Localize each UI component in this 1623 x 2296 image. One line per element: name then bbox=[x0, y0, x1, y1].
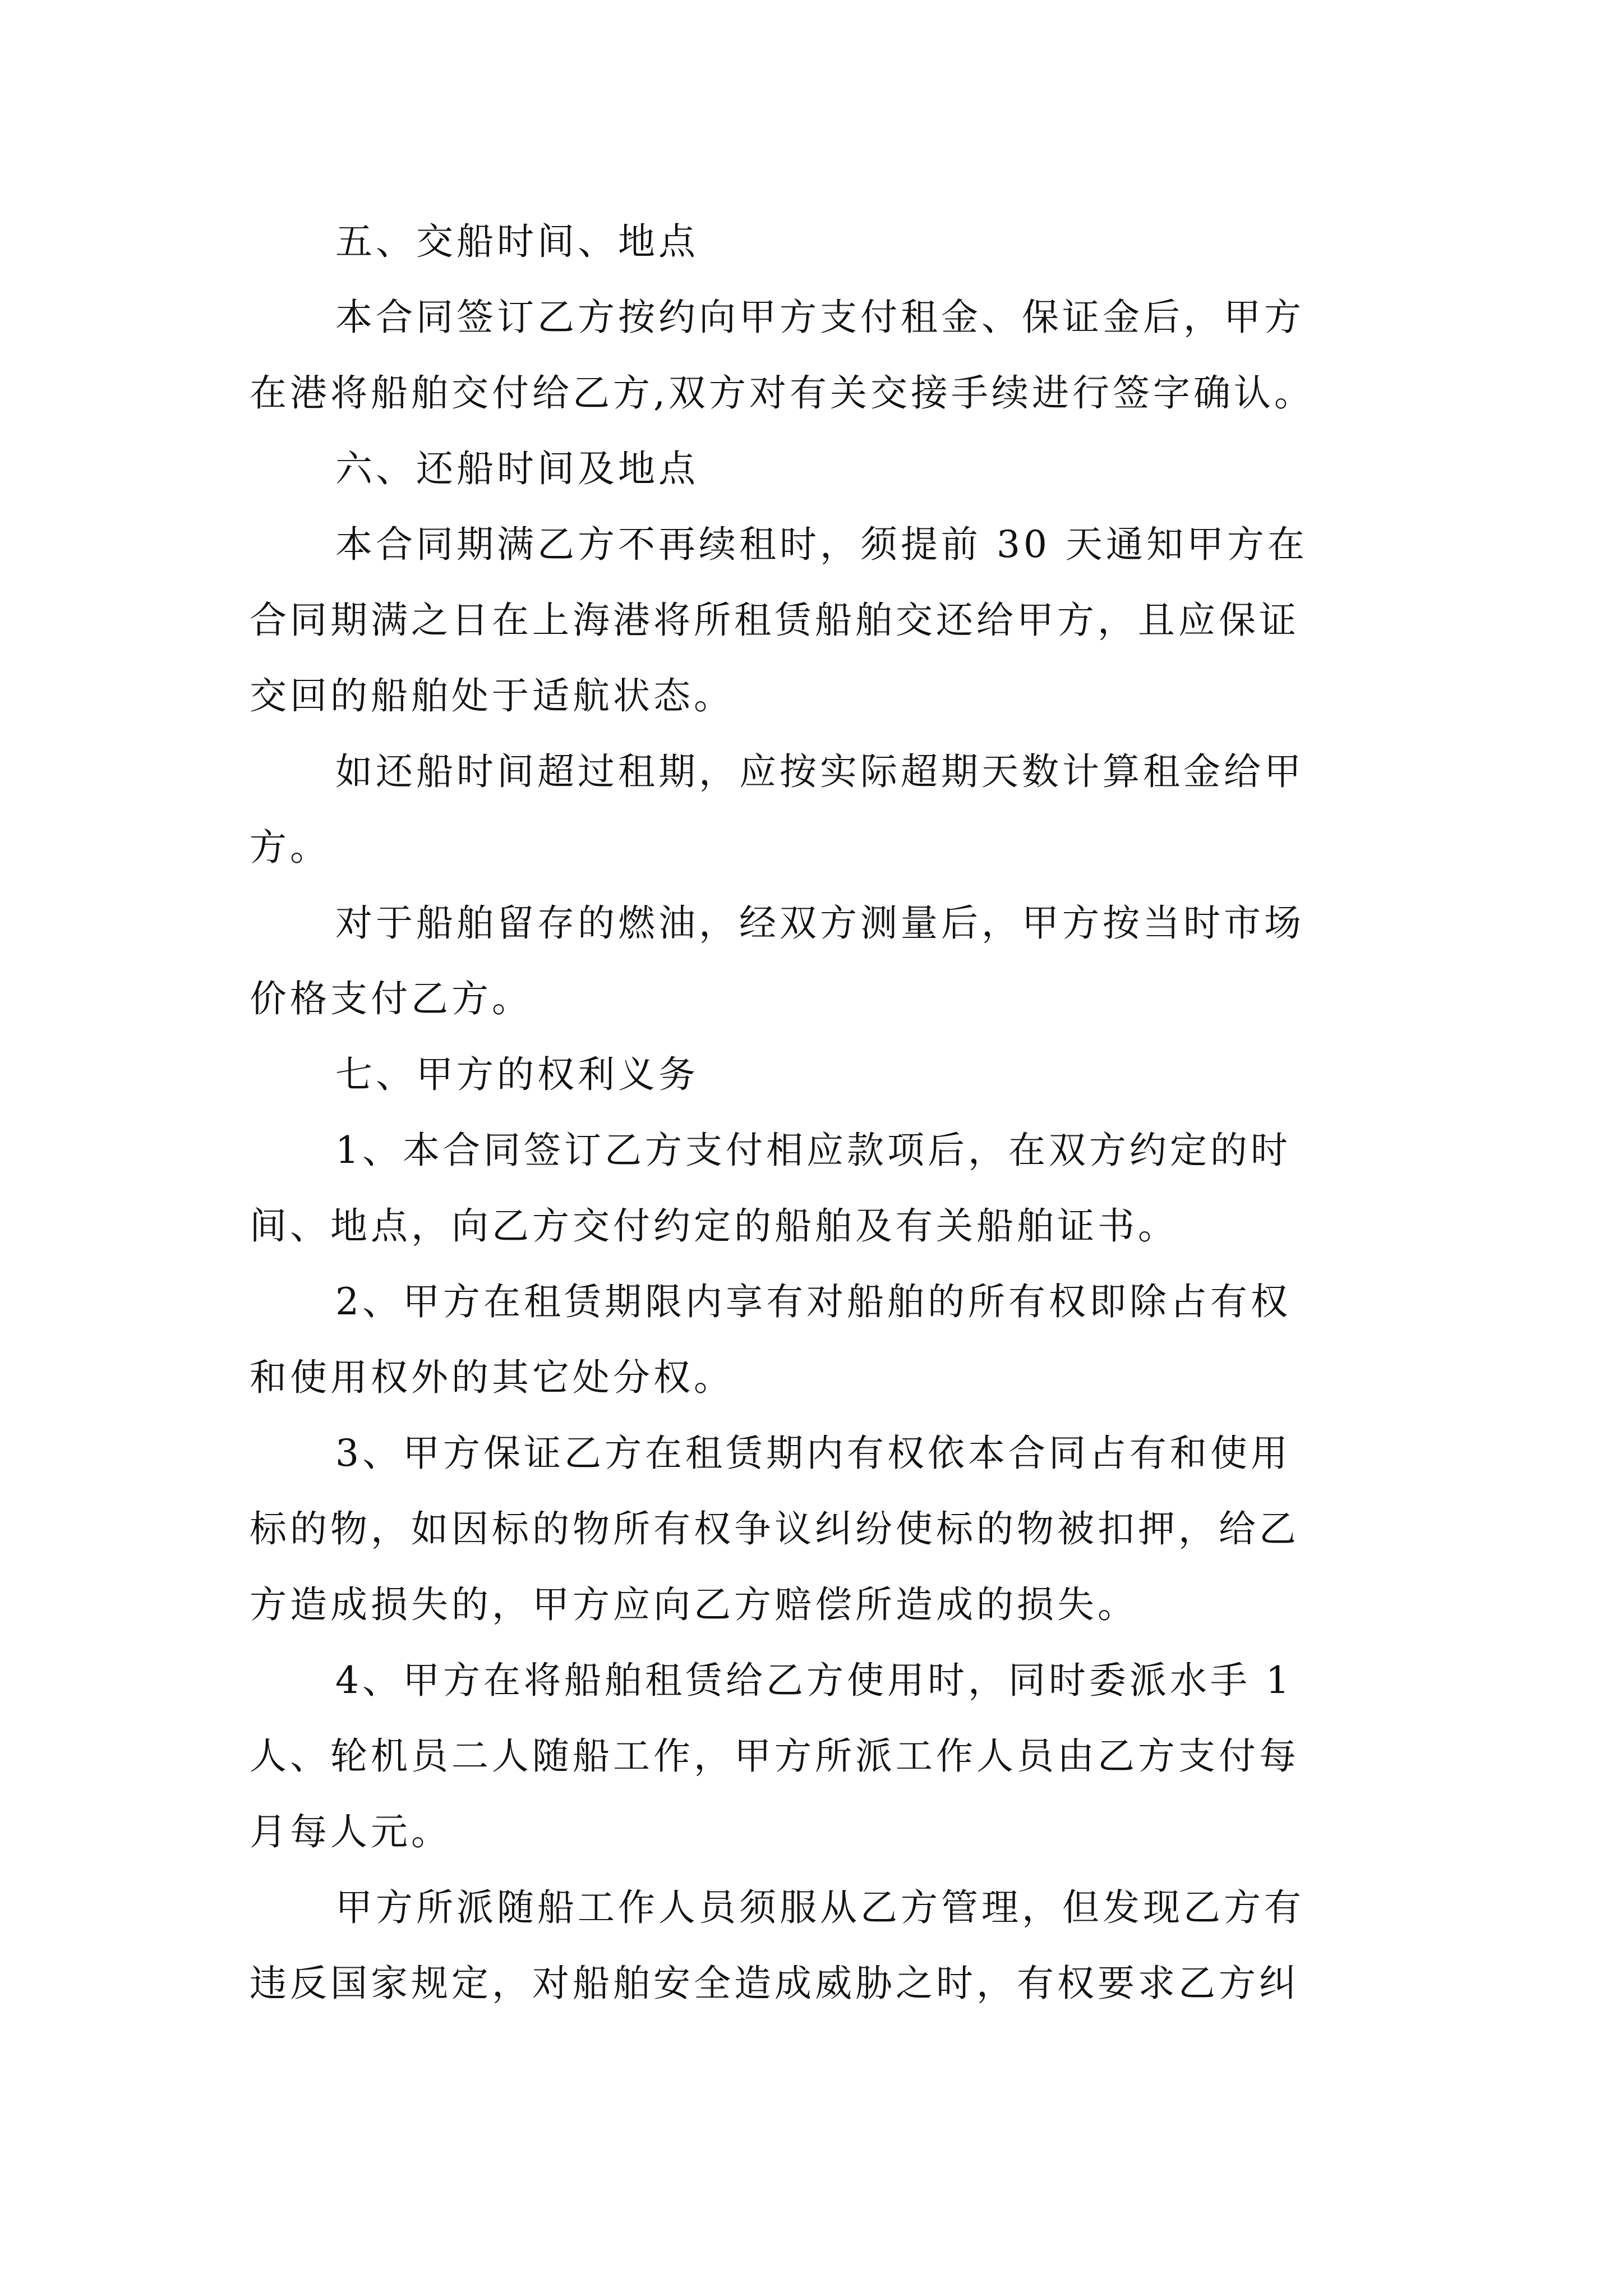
paragraph-line: 甲方所派随船工作人员须服从乙方管理，但发现乙方有 bbox=[335, 1886, 1304, 1929]
paragraph-line: 和使用权外的其它处分权。 bbox=[250, 1356, 734, 1399]
paragraph-line: 价格支付乙方。 bbox=[250, 977, 532, 1020]
paragraph-line: 月每人元。 bbox=[250, 1810, 451, 1853]
paragraph-line: 方造成损失的，甲方应向乙方赔偿所造成的损失。 bbox=[250, 1583, 1138, 1626]
paragraph-line: 2、甲方在租赁期限内享有对船舶的所有权即除占有权 bbox=[335, 1280, 1291, 1323]
paragraph-line: 本合同签订乙方按约向甲方支付租金、保证金后，甲方 bbox=[335, 296, 1304, 339]
paragraph-line: 在港将船舶交付给乙方,双方对有关交接手续进行签字确认。 bbox=[250, 371, 1315, 415]
paragraph-line: 合同期满之日在上海港将所租赁船舶交还给甲方，且应保证 bbox=[250, 599, 1299, 642]
paragraph-line: 对于船舶留存的燃油，经双方测量后，甲方按当时市场 bbox=[335, 901, 1304, 945]
section-heading-6: 六、还船时间及地点 bbox=[335, 447, 699, 490]
paragraph-line: 交回的船舶处于适航状态。 bbox=[250, 674, 734, 717]
paragraph-line: 4、甲方在将船舶租赁给乙方使用时，同时委派水手 1 bbox=[335, 1659, 1293, 1702]
paragraph-line: 方。 bbox=[250, 826, 330, 869]
paragraph-line: 标的物，如因标的物所有权争议纠纷使标的物被扣押，给乙 bbox=[250, 1507, 1299, 1550]
paragraph-line: 违反国家规定，对船舶安全造成威胁之时，有权要求乙方纠 bbox=[250, 1962, 1299, 2005]
paragraph-line: 人、轮机员二人随船工作，甲方所派工作人员由乙方支付每 bbox=[250, 1734, 1299, 1778]
section-heading-5: 五、交船时间、地点 bbox=[335, 220, 699, 263]
section-heading-7: 七、甲方的权利义务 bbox=[335, 1053, 699, 1096]
paragraph-line: 间、地点，向乙方交付约定的船舶及有关船舶证书。 bbox=[250, 1204, 1178, 1248]
paragraph-line: 如还船时间超过租期，应按实际超期天数计算租金给甲 bbox=[335, 750, 1304, 793]
paragraph-line: 1、本合同签订乙方支付相应款项后，在双方约定的时 bbox=[335, 1129, 1291, 1172]
paragraph-line: 3、甲方保证乙方在租赁期内有权依本合同占有和使用 bbox=[335, 1432, 1291, 1475]
paragraph-line: 本合同期满乙方不再续租时，须提前 30 天通知甲方在 bbox=[335, 523, 1308, 566]
